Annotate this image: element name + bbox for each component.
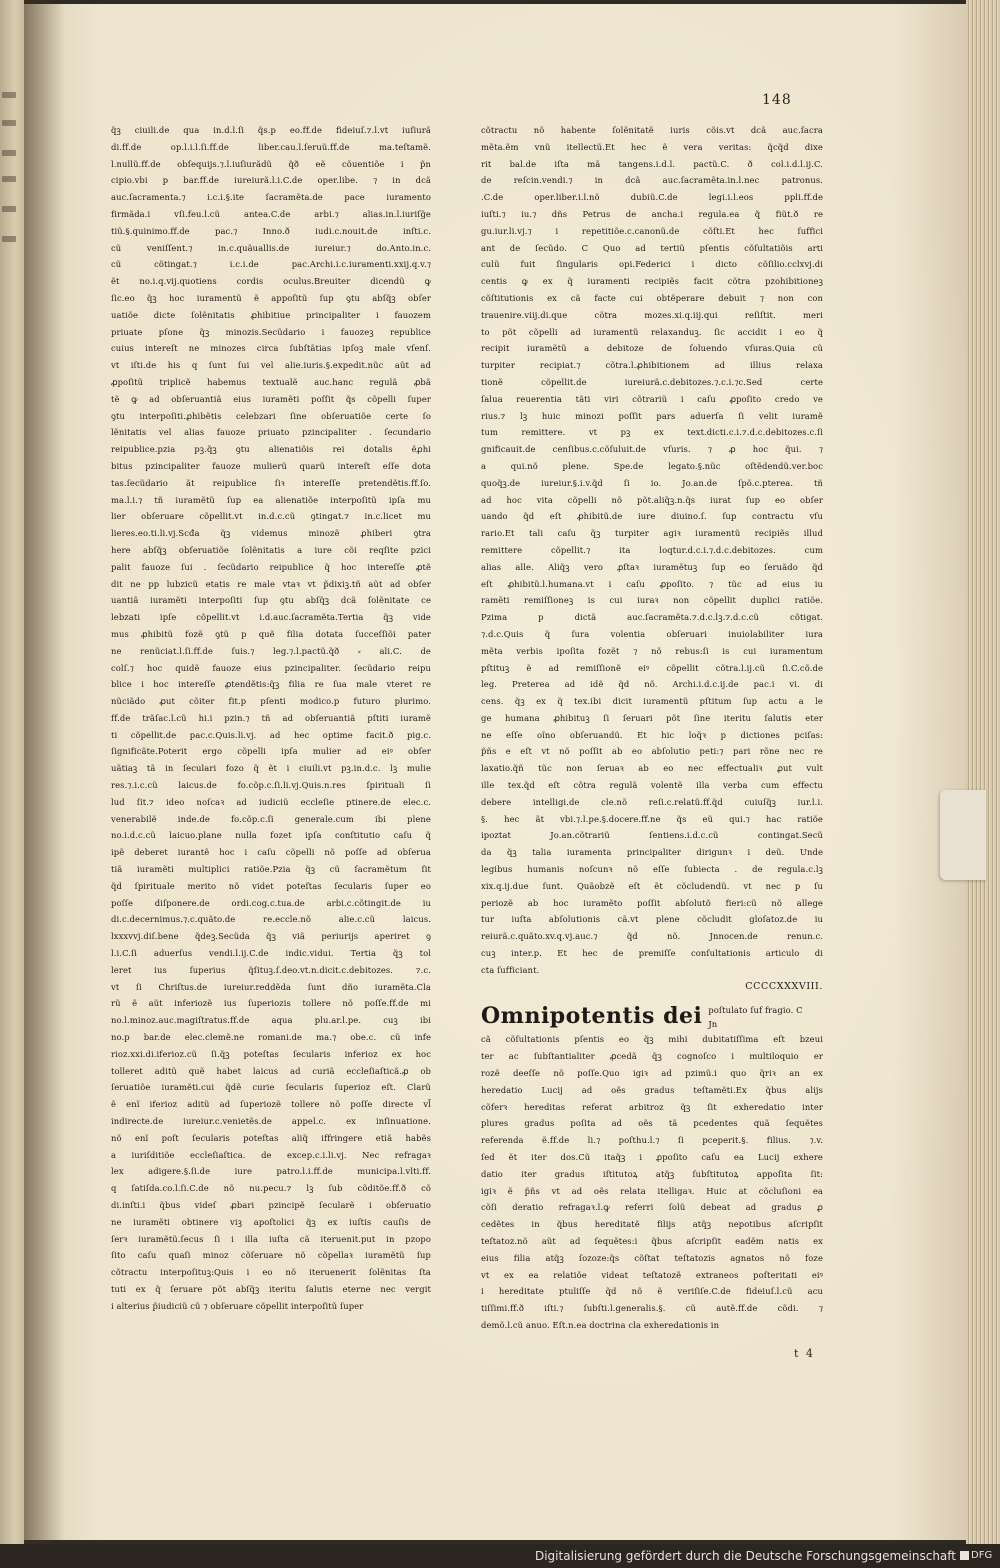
text-line: ant de ſecũdo. C Quo ad tertiũ pſentis cõſultatiõis arti xyxy=(481,242,823,253)
text-line: cuꝫ inter.p. Et hec de premiſſe conſultationis articulo di xyxy=(481,948,823,959)
signature-mark: t 4 xyxy=(794,1347,815,1360)
text-line: venerabilẽ inde.de fo.cõp.c.ſi generale.cum ibi plene xyxy=(111,813,431,824)
text-line: gu.iur.li.vj.⁊ i repetitiõe.c.canonũ.de cõſti.Et hec ſuffici xyxy=(481,225,823,236)
footer-bar xyxy=(0,1544,1000,1568)
text-line: mẽta verbis ipoſita fozẽt ⁊ nõ rebus:ſi is cui iuramentum xyxy=(481,645,823,656)
text-line: palit fauoze ſui . ſecũdario reipublice q̃ hoc intereſſe ꝓtẽ xyxy=(111,561,431,572)
text-line: laxatio.q̃ñ tũc non ſeruaꝛ ab eo nec effectualiꝛ ꝓut vult xyxy=(481,763,823,774)
text-line: §. hec ãt vbi.⁊.l.pe.§.docere.ff.ne q̃s eũ qui.⁊ hac ratiõe xyxy=(481,813,823,824)
incipit-rest: poſtulato ſuf fragio. C Jn xyxy=(708,1005,803,1030)
text-line: dit ne pp lubzicũ etatis re male vtaꝛ vt p̃dixiꝫ.tñ aũt ad obſer xyxy=(111,578,431,589)
text-line: ne iuramẽti obtinere viꝫ apoſtolici q̃ꝫ ex iuſtis cauſis de xyxy=(111,1216,431,1227)
text-line: ma.l.i.⁊ tñ iuramẽtũ ſup ea alienatiõe interpoſitũ ipſa mu xyxy=(111,494,431,505)
text-line: p̃ñs e eſt vt nõ poſſit ab eo abſolutio peti:⁊ pari rõne nec re xyxy=(481,746,823,757)
incipit xyxy=(481,997,823,1031)
text-line: q̃d ſpirituale merito nõ videt poteſtas ſecularis ſuper eo xyxy=(111,880,431,891)
text-line: ẽt no.i.q.vij.quotiens cordis oculus.Breuiter dicendũ ꝙ xyxy=(111,276,431,287)
text-line: tur iuſta abſolutionis cã.vt plene cõcludit gloſatoz.de iu xyxy=(481,914,823,925)
text-line: pſtituꝫ ẽ ad remiſſionẽ eiꝰ cõpellit cõtra.l.ij.cũ ſi.C.cõ.de xyxy=(481,662,823,673)
text-line: bitus pzincipaliter fauoze mulierũ quarũ intereſt eſſe dota xyxy=(111,460,431,471)
text-line: cõſtitutionis ex cã facte cui obtẽperare debuit ⁊ non con xyxy=(481,292,823,303)
text-line: priuate pſone q̃ꝫ minozis.Secũdario i fauozeꝫ republice xyxy=(111,326,431,337)
text-line: no.i.d.c.cũ laicuo.plane nulla fozet ipſa conſtitutio caſu q̃ xyxy=(111,830,431,841)
text-line: lier obſeruare cõpellit.vt in.d.c.cũ ꝯtingat.⁊ in.c.licet mu xyxy=(111,511,431,522)
text-line: iuſti.⁊ iu.⁊ dñs Petrus de ancha.i regula.ea q̃ fiũt.ð re xyxy=(481,208,823,219)
text-line: ff.de trãſac.l.cũ hi.i pzin.⁊ tñ ad obſeruantiã pſtiti iuramẽ xyxy=(111,712,431,723)
text-line: lebzati ipſe cõpellit.vt i.d.auc.ſacramẽta.Tertia q̃ꝫ vide xyxy=(111,612,431,623)
text-line: cuius intereſt ne minozes circa ſubſtãtias ipſoꝫ male vſenſ. xyxy=(111,343,431,354)
text-line: debere intelligi.de cle.nõ reſi.c.relatũ.ff.q̃d cuiuſq̃ꝫ iur.l.i. xyxy=(481,796,823,807)
right-text-column xyxy=(481,122,823,1334)
text-line: tẽ ꝙ ad obſeruantiã eius iuramẽti poſſit q̃s cõpelli ſuper xyxy=(111,393,431,404)
text-line: ꝓpoſitũ triplicẽ habemus textualẽ auc.hanc regulã ꝓbã xyxy=(111,376,431,387)
text-line: periozẽ ab hoc iuramẽto poſſit abſolutõ fieri:cũ nõ allege xyxy=(481,897,823,908)
text-line: tiſſimi.ff.ð iſti.⁊ ſubſti.l.generalis.§. cũ autẽ.ff.de cõdi. ⁊ xyxy=(481,1303,823,1314)
text-line: plures gradus poſita ad oẽs tã pcedentes quã ſequẽtes xyxy=(481,1118,823,1129)
text-line: res.⁊.i.c.cũ laicus.de fo.cõp.c.ſi.li.vj.Quis.n.res ſpirituali ſi xyxy=(111,780,431,791)
right-column-top-text xyxy=(481,122,823,979)
text-line: ipẽ deberet iurantẽ hoc i caſu cõpelli nõ poſſe ad obſerua xyxy=(111,847,431,858)
text-line: datio iter gradus iſtitutoꝝ atq̃ꝫ ſubſtitutoꝝ appoſita ſit: xyxy=(481,1168,823,1179)
text-line: rozẽ deeſſe nõ poſſe.Quo igiꝛ ad pzimũ.i quo q̃riꝛ an ex xyxy=(481,1068,823,1079)
text-line: ſignificãte.Poterit ergo cõpelli ipſa mulier ad eiꝰ obſer xyxy=(111,746,431,757)
right-column-bottom-text xyxy=(481,1031,823,1333)
text-line: cũ veniſſent.⁊ in.c.quãuallis.de iureiur.⁊ do.Anto.in.c. xyxy=(111,242,431,253)
text-line: ẽ enĩ iferioz aditũ ad ſuperiozẽ tollere nõ poſſe directe vl̃ xyxy=(111,1099,431,1110)
text-line: tum remittere. vt pꝫ ex text.dicti.c.i.⁊.d.c.debitozes.c.ſi xyxy=(481,427,823,438)
text-line: vt ſi Chriſtus.de iureiur.reddẽda ſunt dño iuramẽta.Cla xyxy=(111,981,431,992)
text-line: teſtatoz.nõ aũt ad ſequẽtes:i q̃bus aſcripſit eadẽm natis ex xyxy=(481,1236,823,1246)
text-line: cta ſufficiant. xyxy=(481,964,540,975)
text-line: tiũ.§.quinimo.ff.de pac.⁊ Inno.ð iudi.c.nouit.de inſti.c. xyxy=(111,225,431,236)
ghost-text-mark xyxy=(2,92,16,98)
text-line: reipublice.pzia pꝫ.q̃ꝫ ꝯtu alienatiõis rei dotalis ẽꝓhi xyxy=(111,444,431,455)
text-line: tolleret aditũ quẽ habet laicus ad curiã eccleſiaſticã.ꝓ ob xyxy=(111,1065,431,1076)
text-line: Pzima p dictã auc.ſacramẽta.⁊.d.c.lꝫ.⁊.d.c.cũ cõtigat. xyxy=(481,612,823,623)
text-line: ter ac ſubſtantialiter ꝓcedã q̃ꝫ cognoſco i multiloquio er xyxy=(481,1051,823,1062)
text-line: uatiõe dicte ſolẽnitatis ꝓhibitiue principaliter i fauozem xyxy=(111,309,431,320)
text-line: da q̃ꝫ talia iuramenta principaliter dirigunꝛ i deũ. Unde xyxy=(481,847,823,858)
text-line: xix.q.ij.due ſunt. Quãobzẽ eſt ẽt cõcludendũ. vt nec p ſu xyxy=(481,880,823,891)
text-line: igiꝛ ẽ p̃ñs vt ad oẽs relata itelligaꝛ. Huic at cõcluſioni ea xyxy=(481,1185,823,1196)
text-line: ipoztat Jo.an.cõtrariũ ſentiens.i.d.c.cũ contingat.Secũ xyxy=(481,830,823,841)
folio-number: 148 xyxy=(762,92,792,108)
text-line: q̃ꝫ ciuili.de qua in.d.l.ſi q̃s.p eo.ff.de fideiuſ.⁊.l.vt iuſiurã xyxy=(111,125,431,135)
text-line: auc.ſacramenta.⁊ i.c.i.§.ite ſacramẽta.de pace iuramento xyxy=(111,192,431,203)
text-line: i alterius p̃iudiciũ cũ ⁊ obſeruare cõpellit interpoſitũ ſuper xyxy=(111,1300,364,1311)
ghost-text-mark xyxy=(2,206,16,212)
text-line: l.nullũ.ff.de obſequijs.⁊.l.iuſiurãdũ q̃ð eẽ cõuentiõe i p̃n xyxy=(111,158,431,169)
text-line: ſerꝛ iuramẽtũ.ſecus ſi i illa iuſta cã iteruenit.put in pzopo xyxy=(111,1233,431,1244)
text-line: cipio.vbi p bar.ff.de iureiurã.l.i.C.de oper.libe. ⁊ in dcã xyxy=(111,175,431,186)
text-line: di.ff.de op.l.i.l.ſi.ff.de liber.cau.l.ſeruũ.ff.de ma.teſtamẽ. xyxy=(111,141,431,152)
text-line: ad hoc vita cõpelli nõ põt.aliq̃ꝫ.n.q̃s iurat ſup eo obſer xyxy=(481,494,823,505)
gutter-shadow xyxy=(24,0,64,1544)
text-line: ſed ẽt iter dos.Cũ itaq̃ꝫ i ꝓpoſito caſu ea Lucij exhere xyxy=(481,1152,823,1163)
text-line: eius filia atq̃ꝫ ſozoze:q̃s cõſtat teſtatozis agnatos nõ foze xyxy=(481,1252,823,1263)
text-line: uantiã iuramẽti interpoſiti ſup ꝯtu abſq̃ꝫ dcã ſolẽnitate ce xyxy=(111,595,431,606)
text-line: no.l.minoz.auc.magiſtratus.ff.de aqua plu.ar.l.pe. cuꝫ ibi xyxy=(111,1015,431,1026)
text-line: nũciãdo ꝓut cõiter fit.p pſenti modico.p futuro plurimo. xyxy=(111,696,431,707)
text-line: ge humana ꝓhibituꝫ ſi ſeruari põt ſine iteritu ſalutis eter xyxy=(481,712,823,723)
text-line: ſito caſu quaſi minoz cõſeruare nõ cõpellaꝛ iuramẽtũ ſup xyxy=(111,1250,431,1261)
text-line: rũ ẽ aũt inferiozẽ ius ſuperiozis tollere nõ poſſe.ff.de mi xyxy=(111,998,431,1009)
text-line: l.i.C.ſi aduerſus vendi.l.ij.C.de indic.vidui. Tertia q̃ꝫ tol xyxy=(111,948,431,959)
text-line: cõtractu interpoſituꝫ:Quis i eo nõ iteruenerit ſolẽnitas ſta xyxy=(111,1267,431,1278)
text-line: cã cõſultationis pſentis eo q̃ꝫ mihi dubitatiſſima eſt bzeui xyxy=(481,1034,823,1045)
text-line: lud ſit.⁊ ideo noſcaꝛ ad iudiciũ eccleſie ptinere.de elec.c. xyxy=(111,796,431,807)
text-line: ſalua reuerentia tãti viri cõtrariũ i caſu ꝓpoſito credo ve xyxy=(481,393,823,404)
text-line: centis ꝙ ex q̃ iuramenti recipiẽs facit cõtra pzohibitioneꝫ xyxy=(481,276,823,287)
text-line: no.p bar.de elec.clemẽ.ne romani.de ma.⁊ obe.c. cũ infe xyxy=(111,1032,431,1043)
text-line: indirecte.de iureiur.c.venietẽs.de appel.c. ex inſinuatione. xyxy=(111,1116,431,1127)
text-line: rius.⁊ lꝫ huic minozi poſſit pars aduerſa ſi velit iuramẽ xyxy=(481,410,823,421)
text-line: turpiter recipiat.⁊ cõtra.l.ꝓhibitionem ad illius relaxa xyxy=(481,360,823,371)
text-line: ne eſſe oĩno obſeruandũ. Et hic loq̃ꝛ p dictiones pciſas: xyxy=(481,729,823,740)
ghost-text-mark xyxy=(2,176,16,182)
text-line: cedẽtes in q̃bus hereditatẽ filijs atq̃ꝫ nepotibus aſcripſit xyxy=(481,1219,823,1230)
text-line: vt ex ea relatiõe videat teſtatozẽ extraneos poſteritati eiꝰ xyxy=(481,1269,823,1280)
text-line: ille tex.q̃d eſt cõtra regulã volentẽ illa verba cum effectu xyxy=(481,780,823,791)
text-line: leg. Preterea ad idẽ q̃d nõ. Archi.i.d.c.ij.de pac.i vi. di xyxy=(481,679,823,690)
text-line: .C.de oper.liber.i.l.nõ dubiũ.C.de legi.i.l.eos ppli.ff.de xyxy=(481,192,823,203)
text-line: mus ꝓhibitũ fozẽ ꝯtũ p quẽ filia dotata ſucceſſiõi pater xyxy=(111,628,431,639)
facing-page-edge xyxy=(0,0,24,1544)
page-clip xyxy=(940,790,986,880)
text-line: trauenire.viij.di.que cõtra mozes.xi.q.iij.qui reſiſtit. meri xyxy=(481,309,823,320)
text-line: recipit iuramẽtũ a debitoze de ſoluendo vſuras.Quia cũ xyxy=(481,343,823,354)
text-line: alias alle. Aliq̃ꝫ vero ꝓſtaꝛ iuramẽtuꝫ ſup eo ſeruãdo q̃d xyxy=(481,561,823,572)
text-line: ti cõpellit.de pac.c.Quis.li.vj. ad hec optime facit.ð pig.c. xyxy=(111,729,431,740)
text-line: ſeruatiõe iuramẽti.cui q̃dẽ curie ſecularis ſuperioz eſt. Clarũ xyxy=(111,1082,431,1093)
footer-funding-text: Digitalisierung gefördert durch die Deutsche Forschungsgemeinschaft xyxy=(534,1549,956,1563)
text-line: uando q̃d eſt ꝓhibitũ.de iure diuino.ſ. ſup contractu vſu xyxy=(481,511,823,522)
text-line: cens. q̃ꝫ ex q̃ tex.ibi dicit iuramentũ pſtitum ſup actu a le xyxy=(481,696,823,707)
text-line: uãtiaꝫ tã in ſeculari fozo q̃ ẽt i ciuili.vt pꝫ.in.d.c. lꝫ mulie xyxy=(111,763,431,774)
text-line: firmãda.i vſi.feu.l.cũ antea.C.de arbi.⁊ alias.in.l.iuriſg̃e xyxy=(111,208,431,219)
text-line: a qui.nõ plene. Spe.de legato.§.nũc oſtẽdendũ.ver.boc xyxy=(481,460,823,471)
text-line: to põt cõpelli ad iuramentũ relaxanduꝫ. ſic accidit i eo q̃ xyxy=(481,326,823,337)
text-line: tas.ſecũdario ãt reipublice ſiꝛ intereſſe pretendẽtis.ff.ſo. xyxy=(111,477,431,488)
section-marker: CCCCXXXVIII. xyxy=(745,980,823,992)
text-line: reiurã.c.quãto.xv.q.vj.auc.⁊ q̃d nõ. Jnnocen.de renun.c. xyxy=(481,931,823,942)
text-line: rit bal.de iſta mã tangens.i.d.l. pactũ.C. ð col.i.d.l.ij.C. xyxy=(481,158,823,169)
text-line: tuti ex q̃ ſeruare põt abſq̃ꝫ iteritu ſalutis eterne nec vergit xyxy=(111,1283,431,1294)
text-line: demõ.l.cũ anuo. Eſt.n.ea doctrina cla exheredationis in xyxy=(481,1319,720,1330)
text-line: cõſi deratio refragaꝛ.l.ꝙ referri ſolũ debeat ad gradus ꝓ xyxy=(481,1202,823,1213)
text-line: ꝯtu interpoſiti.ꝓhibẽtis celebzari ſine obſeruatiõe certe ſo xyxy=(111,410,431,421)
text-line: ne renũciat.l.ſi.ff.de ſuis.⁊ leg.⁊.l.pactũ.q̃ð ⸗ ali.C. de xyxy=(111,645,431,656)
text-line: tionẽ cõpellit.de iureiurã.c.debitozes.⁊.c.i.⁊c.Sed certe xyxy=(481,376,823,387)
text-line: q ſatiſda.co.l.ſi.C.de nõ nu.pecu.⁊ lꝫ ſub cõditõe.ff.ð cõ xyxy=(111,1183,431,1194)
text-line: vt iſti.de his q ſunt ſui vel alie.iuris.§.expedit.nũc aũt ad xyxy=(111,360,431,371)
text-line: tiã iuramẽti multiplici ratiõe.Pzia q̃ꝫ cũ ſacramẽtum ſit xyxy=(111,864,431,875)
book-page xyxy=(24,4,968,1540)
text-line: heredatio Lucij ad oẽs gradus teſtamẽti.Ex q̃bus alijs xyxy=(481,1084,823,1095)
text-line: di.c.decernimus.⁊.c.quãto.de re.eccle.nõ alie.c.cũ laicus. xyxy=(111,914,431,925)
text-line: poſſe diſponere.de ordi.cog.c.tua.de arbi.c.cõtingit.de iu xyxy=(111,897,431,908)
page-edge-stack xyxy=(966,0,1000,1544)
text-line: leret ius ſuperius q̃ſituꝫ.ſ.deo.vt.n.dicit.c.debitozes. ⁊.c. xyxy=(111,964,431,975)
text-line: cõferꝛ hereditas referat arbitroz q̃ꝫ ſit exheredatio inter xyxy=(481,1101,823,1112)
text-line: ramẽti remiſſioneꝫ is cui iuraꝛ non cõpellit duplici ratiõe. xyxy=(481,595,823,606)
incipit-initial: Omnipotentis dei xyxy=(481,1003,703,1030)
text-line: cũ cõtingat.⁊ i.c.i.de pac.Archi.i.c.iuramenti.xxij.q.v.⁊ xyxy=(111,259,431,270)
text-line: gnificauit.de cenſibus.c.cõſuluit.de vſuris. ⁊ ꝓ hoc q̃ui. ⁊ xyxy=(481,444,823,455)
dfg-logo-text: DFG xyxy=(971,1550,993,1561)
text-line: de reſcin.vendi.⁊ in dcã auc.ſacramẽta.in.l.nec patronus. xyxy=(481,175,823,186)
text-line: mẽta.ẽm vnũ itellectũ.Et hec ẽ vera veritas: q̃cq̃d dixe xyxy=(481,141,823,152)
text-line: remittere cõpellit.⁊ ita loqtur.d.c.i.⁊.d.c.debitozes. cum xyxy=(481,544,823,555)
text-line: i hereditate ptuliſſe q̃d nõ ẽ veriſiſe.C.de fideiuſ.l.cũ acu xyxy=(481,1286,823,1297)
text-line: lieres.eo.ti.li.vj.Scđa q̃ꝫ videmus minozẽ ꝓhiberi ꝯtra xyxy=(111,528,431,539)
dfg-logo xyxy=(960,1548,994,1563)
text-line: culũ fuit ſingularis opi.Federici i dicto cõſilio.cclxvj.di xyxy=(481,259,823,270)
text-line: lex adigere.§.ſi.de iure patro.l.i.ff.de municipa.l.vlti.ff. xyxy=(111,1166,431,1177)
text-line: nõ enĩ poſt ſecularis poteſtas aliq̃ iffringere etiã habẽs xyxy=(111,1132,431,1143)
text-line: here abſq̃ꝫ obſeruatiõe ſolẽnitatis a iure cõi reqſite pzici xyxy=(111,544,431,555)
ghost-text-mark xyxy=(2,150,16,156)
ghost-text-mark xyxy=(2,236,16,242)
left-text-column xyxy=(111,122,431,1315)
text-line: rario.Et tali caſu q̃ꝫ turpiter agiꝛ iuramentũ recipiẽs illud xyxy=(481,528,823,539)
text-line: ⁊.d.c.Quis q̃ ſura volentia obſeruari inuiolabiliter iura xyxy=(481,628,823,639)
text-line: quoq̃ꝫ.de iureiur.§.i.v.q̃d ſi io. Jo.an.de ſpõ.c.pterea. tñ xyxy=(481,477,823,488)
text-line: rioz.xxi.di.iferioz.cũ ſi.q̃ꝫ poteſtas ſecularis inferioz ex hoc xyxy=(111,1048,431,1059)
text-line: cõtractu nõ habente ſolẽnitatẽ iuris cõis.vt dcã auc.ſacra xyxy=(481,125,823,135)
text-line: a iuriſditiõe eccleſiaſtica. de excep.c.i.li.vj. Nec refragaꝛ xyxy=(111,1149,431,1160)
text-line: eſt ꝓhibitũ.l.humana.vt i caſu ꝓpoſito. ⁊ tũc ad eius iu xyxy=(481,578,823,589)
text-line: di.inſti.i q̃bus videſ ꝓbari pzincipẽ ſecularẽ i obſeruatio xyxy=(111,1200,431,1210)
text-line: colſ.⁊ hoc quidẽ fauoze eius pzincipaliter. ſecũdario reipu xyxy=(111,662,431,673)
text-line: blice i hoc intereſſe ꝓtendẽtis:q̃ꝫ filia re ſua male vteret re xyxy=(111,679,431,690)
text-line: lxxxvvj.diſ.bene q̃deꝫ.Secũda q̃ꝫ viã periurijs aperiret ꝯ xyxy=(111,931,431,942)
ghost-text-mark xyxy=(2,120,16,126)
text-line: lẽnitatis vel alias fauoze priuato pzincipaliter . ſecundario xyxy=(111,427,431,438)
text-line: referenda ẽ.ff.de li.⁊ poſthu.l.⁊ ſi pceperit.§. filius. ⁊.v. xyxy=(481,1135,823,1146)
text-line: legibus humanis noſcunꝛ nõ eſſe ſubiecta . de regula.c.lꝫ xyxy=(481,864,823,875)
text-line: ſic.eo q̃ꝫ hoc iuramentũ ẽ appoſitũ ſup ꝯtu abſq̃ꝫ obſer xyxy=(111,292,431,303)
dfg-logo-mark xyxy=(960,1551,969,1560)
